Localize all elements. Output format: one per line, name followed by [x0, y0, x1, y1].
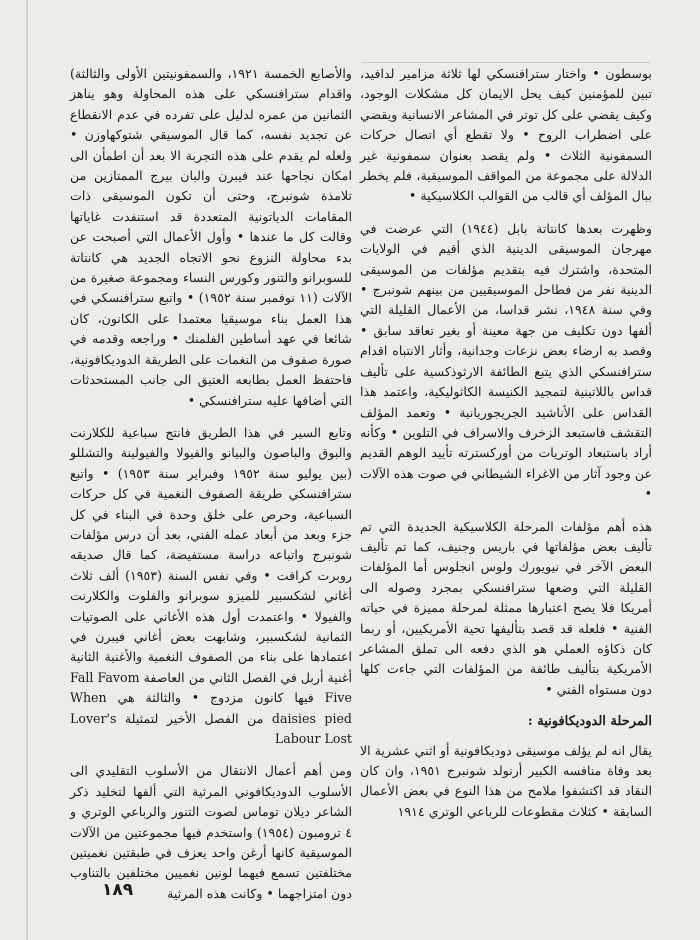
right-column: [360, 64, 652, 834]
right-paragraph-1: بوسطون • واختار سترافنسكي لها ثلاثة مزامير لدافيد، تبين للمؤمنين كيف يحل الايمان كل مشكلات الوجود، وكيف يقضي على كل توتر في المشاعر الانسانية ويقضي على اضطراب الروح • ولا تقطع أي اتصال حركات السمفونية الثلاث • ولم يقصد بعنوان سمفونية غير الدلالة على مجموعة من المواقف الموسيقية، فلم يخطر ببال المؤلف أي قالب من القوالب الكلاسيكية •: [360, 66, 652, 204]
page-number: ١٨٩: [102, 880, 134, 900]
section-title: المرحلة الدوديكافونية :: [527, 714, 652, 730]
right-paragraph-2: وظهرت بعدها كانتاتة بابل (١٩٤٤) التي عرضت في مهرجان الموسيقى الدينية الذي أقيم في الولايات المتحدة، واشترك فيه بتقديم مؤلفات من الموسيقى الدينية نفر من فطاحل الموسيقيين من بينهم شونبرج • وفي سنة ١٩٤٨، نشر قداسا، من الأعمال القليلة التي ألفها دون تكليف من جهة معينة أو بغير تعاقد سابق • وقصد به ارضاء بعض نزعات وجدانية، وأثار الانتباه اقدام سترافنسكي الذي يتبع الطائفة الارثوذكسية على تأليف قداس باللاتينية لتمجيد الكنيسة الكاثوليكية، واعتمد هذا القداس على الأناشيد الجريجوريانية • وتعمد المؤلف التقشف فاستبعد الزخرف والاسراف في التلوين • وكأنه أراد باستبعاد الوتريات من أوركسترته تأييد الوهم القديم عن وجود آثار من الاغراء الشيطاني في صوت هذه الآلات •: [360, 220, 652, 502]
top-rule: [362, 62, 650, 63]
scan-edge: [26, 0, 28, 940]
right-paragraph-3: هذه أهم مؤلفات المرحلة الكلاسيكية الجديدة التي تم تأليف بعض مؤلفاتها في باريس وجنيف، كما تم تأليف البعض الآخر في نيويورك ولوس انجلوس أما المؤلفات القليلة التي وضعها سترافنسكي بمجرد وصوله الى أمريكا فلا يصح اعتبارها ممثلة لمرحلة مميزة في حياته الفنية • فلعله قد قصد بتأليفها تحية الأمريكيين، أو ربما كان ذكاؤه العملي هو الذي دفعه الى تملق المشاعر الأمريكية بتأليف طائفة من المؤلفات التي جاءت كلها دون مستواه الفني •: [360, 518, 652, 697]
left-column: [70, 64, 352, 916]
left-paragraph-2: وتابع السير في هذا الطريق فانتج سباعية للكلارنت والبوق والباصون والبيانو والفيولا والفيولينة والتشللو (بين يوليو سنة ١٩٥٢ وفبراير سنة ١٩٥٣) • واتبع سترافنسكي طريقة الصفوف النغمية في كل حركات السباعية، وحرص على خلق وحدة في البناء في كل جزء وبعد من أبعاد عمله الفني، بعد أن درس مؤلفات شونبرج واتباعه دراسة مستفيضة، كما قال صديقه روبرت كرافت • وفي نفس السنة (١٩٥٣) ألف ثلاث أغاني لشكسبير للميزو سوبرانو والفلوت والكلارنت والفيولا • واعتمدت أول هذه الأغاني على الصوتيات الثمانية لشكسبير، وشابهت بعض أغاني فيبرن في اعتمادها على بناء من الصفوف النغمية والأغنية الثانية أغنية أربل في الفصل الثاني من العاصفة Fall Favom Five فيها كانون مزدوج • والثالثة هي When daisies pied من الفصل الأخير لتمثيلة Lover's Labour Lost: [70, 424, 353, 746]
right-paragraph-4: يقال انه لم يؤلف موسيقى دوديكافونية أو اثني عشرية الا بعد وفاة منافسه الكبير أرنولد شونبرج ١٩٥١، وان كان النقاد قد اكتشفوا ملامح من هذا النوع في بعض الأعمال السابقة • كثلاث مقطوعات للرباعي الوتري ١٩١٤: [360, 742, 652, 819]
left-paragraph-1: والأصابع الخمسة ١٩٢١، والسمفونيتين الأولى والثالثة) واقدام سترافنسكي على هذه المحاولة وهو يناهز الثمانين من عمره لدليل على تفرده في عدم الانقطاع عن تجديد نفسه، كما قال الموسيقي شتوكهاوزن • ولعله لم يقدم على هذه التجربة الا بعد أن اطمأن الى امكان نجاحها عند فيبرن والبان بيرج الممتازين من تلامذة شونبرج، وحتى أن تكون الموسيقى ذات المقامات الدياتونية المتعددة قد استنفدت غاياتها وقالت كل ما عندها • وأول الأعمال التي أصبحت عن بدء محاولة النزوع نحو الاتجاه الجديد هي كانتاتة للسوبرانو والتنور وكورس النساء ومجموعة صغيرة من الآلات (١١ نوفمبر سنة ١٩٥٢) • واتبع سترافنسكي في هذا العمل بناء موسيقيا معتمدا على الكانون، كان شائعا في عهد أساطين الفلمنك • وراجعه وقدمه في صورة صفوف من النغمات على الطريقة الدوديكافونية، فاحتفظ العمل بطابعه العتيق الى جانب المستحدثات التي أضافها عليه سترافنسكي •: [70, 66, 352, 408]
left-paragraph-3: ومن أهم أعمال الانتقال من الأسلوب التقليدي الى الأسلوب الدوديكافوني المرثية التي ألفها لتخليد ذكر الشاعر ديلان توماس لصوت التنور والرباعي الوتري و ٤ ترومبون (١٩٥٤) واستخدم فيها مجموعتين من الآلات الموسيقية كانها أرغن واحد يعزف في طبقتين نغميتين مختلفتين تسمع فيهما لونين نغميين مختلفين بالتناوب دون امتزاجهما • وكانت هذه المرثية: [70, 763, 352, 901]
